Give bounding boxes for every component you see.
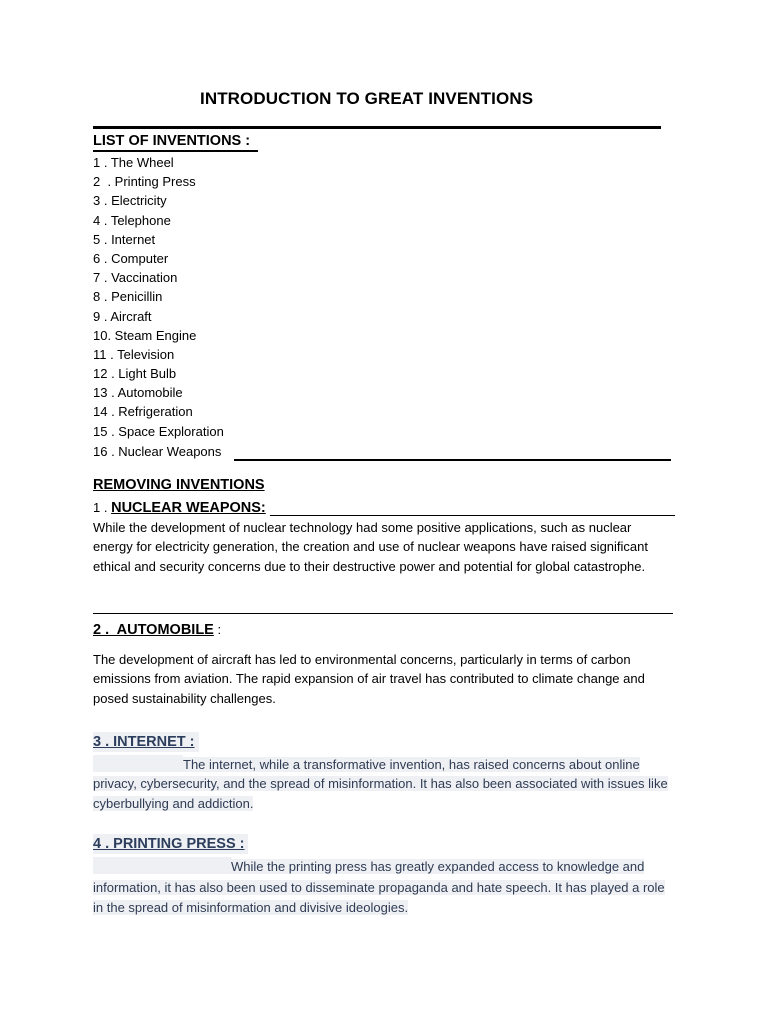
list-item: 10. Steam Engine bbox=[93, 327, 197, 343]
section-4-paragraph bbox=[93, 857, 673, 919]
section-3-paragraph bbox=[93, 755, 673, 813]
list-item: 15 . Space Exploration bbox=[93, 423, 224, 439]
section-2-text: The development of aircraft has led to environmental concerns, particularly in terms of carbon emissions from aviation. The rapid expansion of air travel has contributed to climate change and posed sustainability challenges. bbox=[93, 652, 645, 706]
list-item: 11 . Television bbox=[93, 346, 175, 362]
section-4-indent bbox=[93, 857, 231, 874]
list-item: 4 . Telephone bbox=[93, 212, 171, 228]
removing-heading: REMOVING INVENTIONS bbox=[93, 477, 265, 493]
list-heading: LIST OF INVENTIONS : bbox=[93, 132, 258, 152]
section-1-number: 1 . bbox=[93, 500, 108, 515]
list-item: 9 . Aircraft bbox=[93, 308, 152, 324]
list-item: 16 . Nuclear Weapons bbox=[93, 443, 222, 459]
section-3-title: 3 . INTERNET : bbox=[93, 732, 199, 752]
section-3-text: The internet, while a transformative invention, has raised concerns about online privacy, cybersecurity, and the spread of misinformation. It has also been associated with issues like cyberbullying and addiction. bbox=[93, 757, 668, 811]
section-1-rule bbox=[270, 515, 675, 516]
section-1-end-rule bbox=[93, 613, 673, 614]
list-item: 7 . Vaccination bbox=[93, 270, 178, 286]
list-item: 12 . Light Bulb bbox=[93, 366, 177, 382]
list-item: 13 . Automobile bbox=[93, 385, 183, 401]
list-item: 2 . Printing Press bbox=[93, 174, 196, 190]
section-4-text: While the printing press has greatly expanded access to knowledge and information, it has also been used to disseminate propaganda and hate speech. It has played a role in the spread of misinformation and divisive ideologies. bbox=[93, 859, 665, 915]
list-item: 8 . Penicillin bbox=[93, 289, 163, 305]
section-1-title: NUCLEAR WEAPONS: bbox=[111, 500, 266, 516]
list-item: 6 . Computer bbox=[93, 250, 169, 266]
list-item: 14 . Refrigeration bbox=[93, 404, 193, 420]
section-2-heading bbox=[93, 620, 221, 640]
title-rule bbox=[93, 126, 661, 129]
page-title: INTRODUCTION TO GREAT INVENTIONS bbox=[200, 89, 534, 108]
section-1-text: While the development of nuclear technology had some positive applications, such as nuclear energy for electricity generation, the creation and use of nuclear weapons have raised significant ethical and security concerns due to their destructive power and potential for global catastrophe. bbox=[93, 520, 648, 574]
inventions-list bbox=[93, 153, 224, 463]
section-1-heading bbox=[93, 498, 266, 518]
section-2-suffix: : bbox=[213, 622, 222, 637]
section-4-title: 4 . PRINTING PRESS : bbox=[93, 834, 248, 854]
section-3-indent bbox=[93, 755, 183, 772]
section-2-title: 2 . AUTOMOBILE bbox=[93, 622, 214, 638]
list-item: 5 . Internet bbox=[93, 231, 156, 247]
list-end-rule bbox=[234, 459, 671, 461]
list-item: 1 . The Wheel bbox=[93, 155, 174, 170]
list-item: 3 . Electricity bbox=[93, 193, 167, 209]
